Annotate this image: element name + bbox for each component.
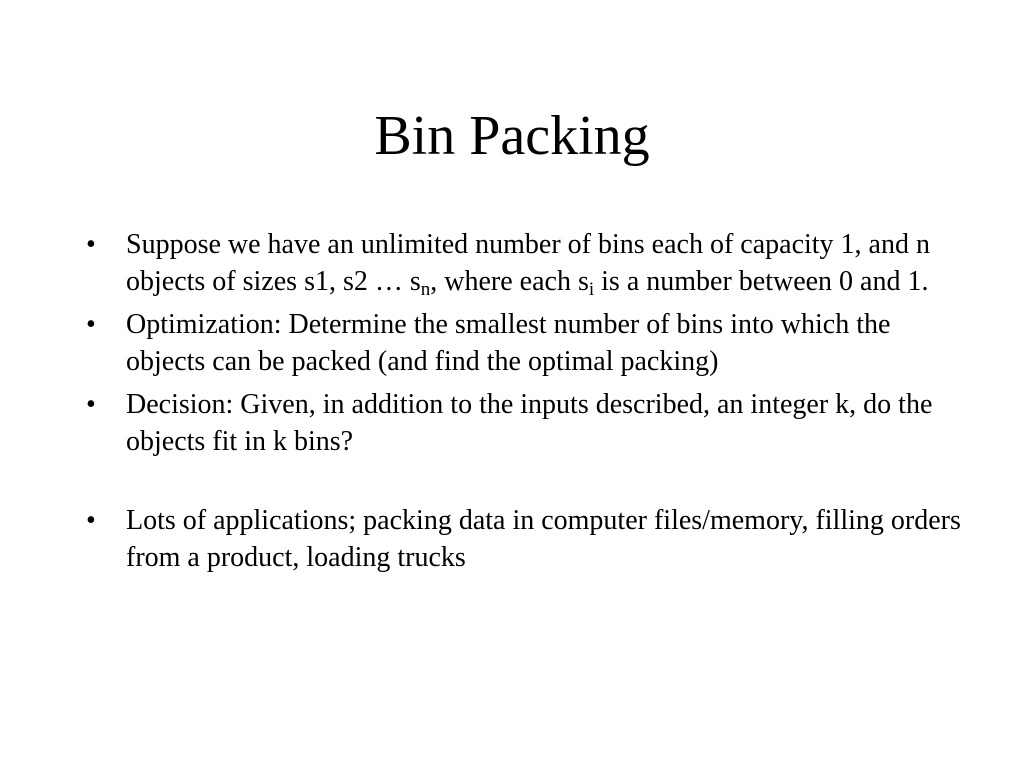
bullet-item-decision (82, 386, 962, 460)
bullet-item-applications (82, 502, 962, 576)
subscript-n: n (420, 279, 431, 300)
bullet-item-optimization (82, 306, 962, 380)
bullet-text: Decision: Given, in addition to the inputs described, an integer k, do the objects fit in k bins? (126, 389, 933, 457)
bullet-text-part: is a number between 0 and 1. (594, 266, 929, 297)
bullet-marker: • (86, 229, 96, 260)
bullet-marker: • (86, 505, 96, 536)
bullet-list (82, 226, 962, 582)
bullet-text-part: , where each s (430, 266, 589, 297)
bullet-text (126, 229, 930, 300)
bullet-marker: • (86, 309, 96, 340)
subscript-i: i (588, 279, 595, 300)
bullet-marker: • (86, 389, 96, 420)
slide-title: Bin Packing (374, 105, 650, 167)
bullet-item-problem-definition (82, 226, 962, 300)
bullet-text: Optimization: Determine the smallest number of bins into which the objects can be packed (and find the optimal packing) (126, 309, 891, 377)
bullet-text: Lots of applications; packing data in computer files/memory, filling orders from a product, loading trucks (126, 505, 961, 573)
bullet-text-part: Suppose we have an unlimited number of bins each of capacity 1, and n objects of sizes s1, s2 … s (126, 229, 930, 297)
